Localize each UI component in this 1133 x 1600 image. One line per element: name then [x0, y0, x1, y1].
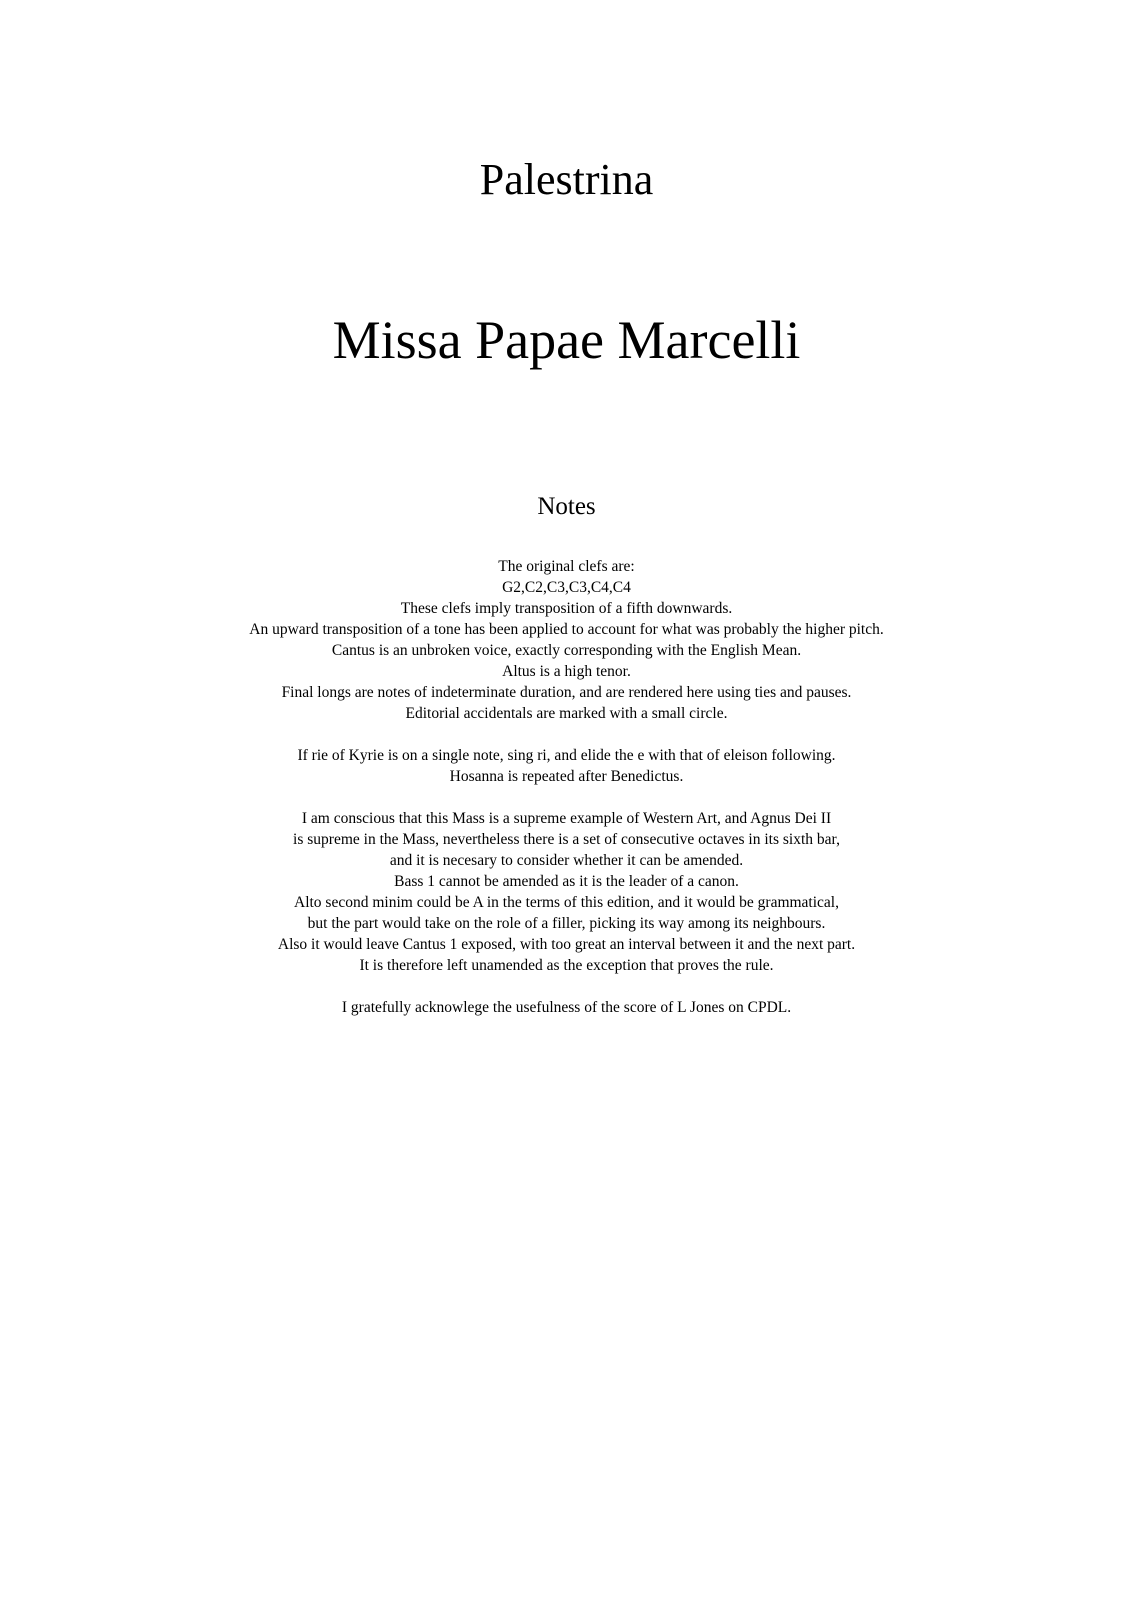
notes-line: The original clefs are:	[498, 558, 635, 575]
notes-paragraph-clefs	[0, 556, 1133, 724]
notes-line: Bass 1 cannot be amended as it is the leader of a canon.	[394, 873, 739, 890]
notes-paragraph-acknowledgement	[0, 997, 1133, 1018]
notes-line: but the part would take on the role of a filler, picking its way among its neighbours.	[307, 915, 826, 932]
notes-line: G2,C2,C3,C3,C4,C4	[502, 579, 631, 596]
notes-line: If rie of Kyrie is on a single note, sing ri, and elide the e with that of eleison following.	[297, 747, 836, 764]
notes-heading: Notes	[537, 493, 596, 520]
notes-line: I gratefully acknowlege the usefulness of the score of L Jones on CPDL.	[341, 999, 792, 1016]
work-title: Missa Papae Marcelli	[332, 310, 801, 370]
notes-line: An upward transposition of a tone has been applied to account for what was probably the higher pitch.	[249, 621, 884, 638]
notes-line: These clefs imply transposition of a fifth downwards.	[400, 600, 733, 617]
notes-line: Also it would leave Cantus 1 exposed, with too great an interval between it and the next part.	[277, 936, 856, 953]
notes-line: is supreme in the Mass, nevertheless there is a set of consecutive octaves in its sixth bar,	[293, 831, 840, 848]
notes-line: Hosanna is repeated after Benedictus.	[449, 768, 684, 785]
notes-line: I am conscious that this Mass is a supreme example of Western Art, and Agnus Dei II	[301, 810, 832, 827]
composer-name: Palestrina	[479, 155, 654, 204]
notes-paragraph-agnus-dei	[0, 808, 1133, 976]
notes-line: Cantus is an unbroken voice, exactly corresponding with the English Mean.	[331, 642, 802, 659]
notes-line: It is therefore left unamended as the exception that proves the rule.	[359, 957, 774, 974]
notes-line: and it is necesary to consider whether it can be amended.	[389, 852, 744, 869]
notes-body	[0, 556, 1133, 1039]
notes-line: Altus is a high tenor.	[502, 663, 631, 680]
notes-paragraph-kyrie	[0, 745, 1133, 787]
notes-line: Editorial accidentals are marked with a small circle.	[405, 705, 728, 722]
notes-line: Final longs are notes of indeterminate duration, and are rendered here using ties and pauses.	[281, 684, 852, 701]
notes-line: Alto second minim could be A in the terms of this edition, and it would be grammatical,	[294, 894, 839, 911]
